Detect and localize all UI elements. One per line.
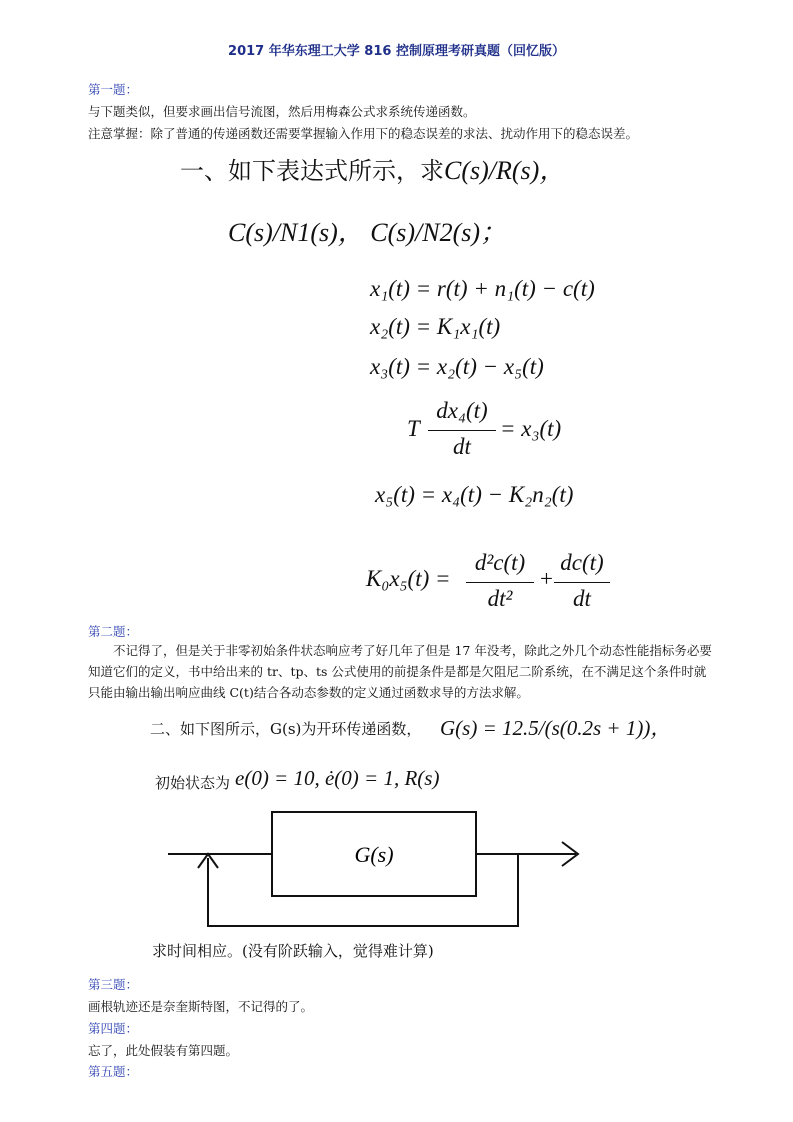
equation-6-fraction-bar-1 [466,582,534,583]
equation-6-denominator-1: dt² [487,586,513,611]
equation-4-fraction-bar [428,430,496,431]
equation-6-numerator-2: dc(t) [560,550,604,575]
block-diagram [160,808,590,938]
q2-problem-statement: 二、如下图所示，G(s)为开环传递函数， [150,720,422,738]
q1-problem-statement [180,150,565,187]
equation-5: x₅(t) = x₄(t) − K₂n₂(t) [375,482,574,507]
equation-6-plus: + [540,566,553,591]
q2-ask: 求时间相应。(没有阶跃输入，觉得难计算) [152,942,434,960]
q1-line1: 与下题类似，但要求画出信号流图，然后用梅森公式求系统传递函数。 [88,104,476,119]
q2-initial-prefix: 初始状态为 [155,774,231,792]
equation-6-fraction-bar-2 [554,582,610,583]
q4-line: 忘了，此处假装有第四题。 [88,1043,239,1058]
q2-paragraph: 不记得了，但是关于非零初始条件状态响应考了好几年了但是 17 年没考，除此之外几个动态性能指标务必要知道它们的定义，书中给出来的 tr、tp、ts 公式使用的前提条件是都是欠阻尼二阶系统，在不满足这个条件时就只能由输出输出响应曲线 C(t)结合各动态参数的定义通过函数求导的方法求解。 [88,643,712,700]
equation-6-denominator-2: dt [573,586,591,611]
equation-4-numerator: dx₄(t) [436,398,488,423]
equation-4-rhs: = x₃(t) [500,416,562,441]
q2-initial-expr: e(0) = 10, ė(0) = 1, R(s) [235,766,440,790]
q1-problem-prefix: 一、如下表达式所示，求 [180,157,444,185]
q2-heading: 第二题： [88,624,139,639]
q1-problem-line2: C(s)/N1(s)， C(s)/N2(s)； [228,218,507,247]
page-title: 2017 年华东理工大学 816 控制原理考研真题（回忆版） [228,44,565,59]
q1-problem-expr: C(s)/R(s)， [444,156,566,185]
q3-line: 画根轨迹还是奈奎斯特图，不记得的了。 [88,999,314,1014]
equation-2: x₂(t) = K₁x₁(t) [370,314,501,339]
equation-6-numerator-1: d²c(t) [474,550,526,575]
q1-heading: 第一题： [88,82,139,97]
equation-6-lhs: K₀x₅(t) = [366,566,451,591]
q3-heading: 第三题： [88,977,139,992]
equation-4-denominator: dt [453,434,471,459]
equation-3: x₃(t) = x₂(t) − x₅(t) [370,354,544,379]
equation-1: x₁(t) = r(t) + n₁(t) − c(t) [370,276,595,301]
equation-4-lhs: T [407,416,420,441]
q2-problem-expr: G(s) = 12.5/(s(0.2s + 1))， [440,716,672,740]
q5-heading: 第五题： [88,1064,139,1079]
g-block-label: G(s) [354,842,394,867]
q1-line2: 注意掌握：除了普通的传递函数还需要掌握输入作用下的稳态误差的求法、扰动作用下的稳态误差。 [88,126,639,141]
q4-heading: 第四题： [88,1021,139,1036]
